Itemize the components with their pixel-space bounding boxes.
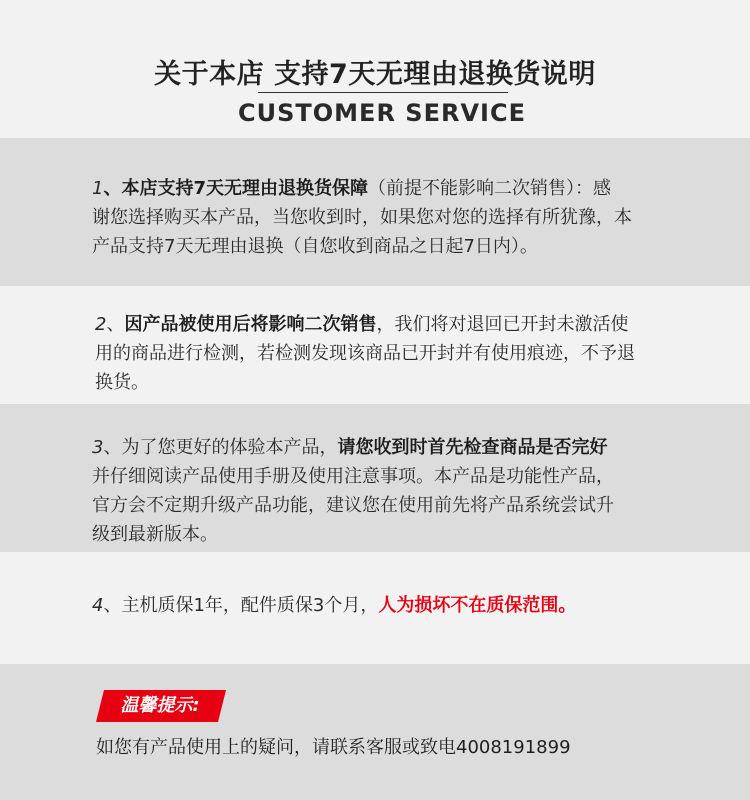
header bbox=[0, 0, 750, 138]
policy-line bbox=[92, 462, 614, 491]
tip-badge bbox=[96, 690, 226, 722]
policy-line bbox=[92, 433, 614, 462]
item-number: 4 bbox=[92, 595, 104, 616]
policy-text: 官方会不定期升级产品功能，建议您在使用前先将产品系统尝试升 bbox=[92, 495, 614, 516]
page-subtitle: CUSTOMER SERVICE bbox=[238, 99, 526, 127]
policy-item-1 bbox=[92, 174, 632, 261]
tip-badge-label: 温馨提示: bbox=[120, 695, 200, 716]
policy-item-3 bbox=[92, 433, 614, 549]
policy-text: 谢您选择购买本产品，当您收到时，如果您对您的选择有所犹豫，本 bbox=[92, 207, 632, 228]
policy-text: 级到最新版本。 bbox=[92, 524, 218, 545]
policy-text: （前提不能影响二次销售）：感 bbox=[367, 178, 611, 199]
header-divider bbox=[258, 92, 508, 93]
emphasis-text: 因产品被使用后将影响二次销售 bbox=[124, 314, 377, 335]
emphasis-text: 请您收到时首先检查商品是否完好 bbox=[337, 437, 608, 458]
policy-item-4 bbox=[92, 591, 576, 620]
policy-line bbox=[95, 339, 635, 368]
policy-text: 用的商品进行检测，若检测发现该商品已开封并有使用痕迹，不予退 bbox=[95, 343, 635, 364]
page-title: 关于本店 支持7天无理由退换货说明 bbox=[154, 59, 596, 90]
policy-text: 并仔细阅读产品使用手册及使用注意事项。本产品是功能性产品， bbox=[92, 466, 614, 487]
policy-line bbox=[92, 232, 632, 261]
policy-text: 、主机质保1年，配件质保3个月， bbox=[103, 595, 379, 616]
policy-line bbox=[92, 174, 632, 203]
item-number: 3 bbox=[92, 437, 104, 458]
policy-line bbox=[92, 203, 632, 232]
warning-text: 人为损坏不在质保范围。 bbox=[378, 595, 577, 616]
policy-line bbox=[92, 491, 614, 520]
emphasis-text: 、本店支持7天无理由退换货保障 bbox=[103, 178, 368, 199]
policy-line bbox=[92, 520, 614, 549]
policy-text: 、为了您更好的体验本产品， bbox=[103, 437, 338, 458]
tip-band bbox=[0, 664, 750, 800]
tip-text: 如您有产品使用上的疑问，请联系客服或致电4008191899 bbox=[96, 737, 571, 758]
policy-item-2 bbox=[95, 310, 635, 397]
policy-text: ，我们将对退回已开封未激活使 bbox=[376, 314, 629, 335]
item-number: 1 bbox=[92, 178, 104, 199]
policy-line bbox=[95, 310, 635, 339]
policy-line bbox=[95, 368, 635, 397]
policy-text: 、 bbox=[106, 314, 125, 335]
policy-text: 产品支持7天无理由退换（自您收到商品之日起7日内）。 bbox=[92, 236, 538, 257]
policy-line bbox=[92, 591, 576, 620]
item-number: 2 bbox=[95, 314, 107, 335]
policy-text: 换货。 bbox=[95, 372, 149, 393]
